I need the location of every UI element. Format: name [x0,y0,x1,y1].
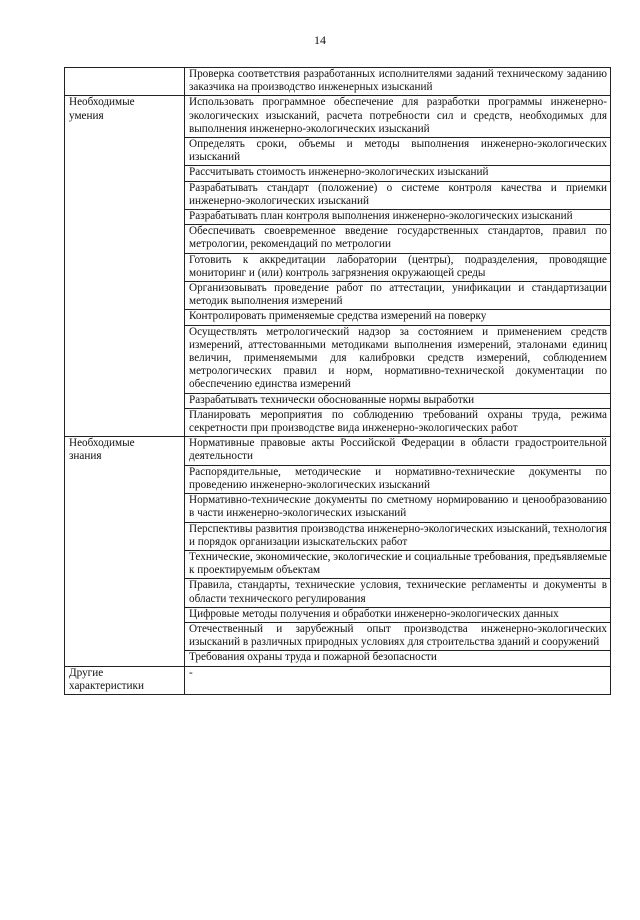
table-row [65,96,611,138]
requirement-cell: Рассчитывать стоимость инженерно-экологических изысканий [185,166,611,181]
requirement-cell: Организовывать проведение работ по аттестации, унификации и стандартизации методик выполнения измерений [185,282,611,310]
section-label-cell [65,68,185,96]
requirement-cell: Технические, экономические, экологические и социальные требования, предъявляемые к проектируемым объектам [185,550,611,578]
requirement-cell: Осуществлять метрологический надзор за состоянием и применением средств измерений, аттестованными методиками выполнения измерений, эталонами единиц величин, применяемыми для калибровки средств измерений, соблюдением метрологических правил и норм, нормативно-технической документации по обеспечению единства измерений [185,325,611,393]
requirement-cell: Цифровые методы получения и обработки инженерно-экологических данных [185,607,611,622]
requirement-cell: Планировать мероприятия по соблюдению требований охраны труда, режима секретности при производстве вида инженерно-экологических работ [185,408,611,436]
requirement-cell: Готовить к аккредитации лаборатории (центры), подразделения, проводящие мониторинг и (или) контроль загрязнения окружающей среды [185,253,611,281]
section-label: Другие характеристики [69,666,144,692]
competency-table-body [65,68,611,695]
requirement-cell: Отечественный и зарубежный опыт производства инженерно-экологических изысканий в различных природных условиях для строительства зданий и сооружений [185,622,611,650]
requirement-cell: Обеспечивать своевременное введение государственных стандартов, правил по метрологии, рекомендаций по метрологии [185,225,611,253]
section-label-cell [65,437,185,666]
section-label-cell [65,96,185,437]
section-label-cell [65,666,185,694]
requirement-cell: - [185,666,611,694]
table-row [65,68,611,96]
requirement-cell: Разрабатывать стандарт (положение) о системе контроля качества и приемки инженерно-экологических изысканий [185,181,611,209]
requirement-cell: Определять сроки, объемы и методы выполнения инженерно-экологических изысканий [185,138,611,166]
requirement-cell: Нормативно-технические документы по сметному нормированию и ценообразованию в части инженерно-экологических изысканий [185,494,611,522]
page-number: 14 [314,33,326,47]
requirement-cell: Распорядительные, методические и нормативно-технические документы по проведению инженерно-экологических изысканий [185,465,611,493]
requirement-cell: Разрабатывать план контроля выполнения инженерно-экологических изысканий [185,210,611,225]
requirement-cell: Проверка соответствия разработанных исполнителями заданий техническому заданию заказчика на производство инженерных изысканий [185,68,611,96]
requirement-cell: Контролировать применяемые средства измерений на поверку [185,310,611,325]
requirement-cell: Перспективы развития производства инженерно-экологических изысканий, технология и порядок организации изыскательских работ [185,522,611,550]
section-label: Необходимые умения [69,96,135,122]
requirement-cell: Использовать программное обеспечение для разработки программы инженерно-экологических изысканий, расчета потребности сил и средств, необходимых для выполнения инженерно-экологических изысканий [185,96,611,138]
requirement-cell: Требования охраны труда и пожарной безопасности [185,651,611,666]
section-label: Необходимые знания [69,437,135,463]
table-row [65,437,611,465]
competency-table [64,67,611,695]
requirement-cell: Разрабатывать технически обоснованные нормы выработки [185,393,611,408]
requirement-cell: Нормативные правовые акты Российской Федерации в области градостроительной деятельности [185,437,611,465]
requirement-cell: Правила, стандарты, технические условия, технические регламенты и документы в области технического регулирования [185,579,611,607]
table-row [65,666,611,694]
